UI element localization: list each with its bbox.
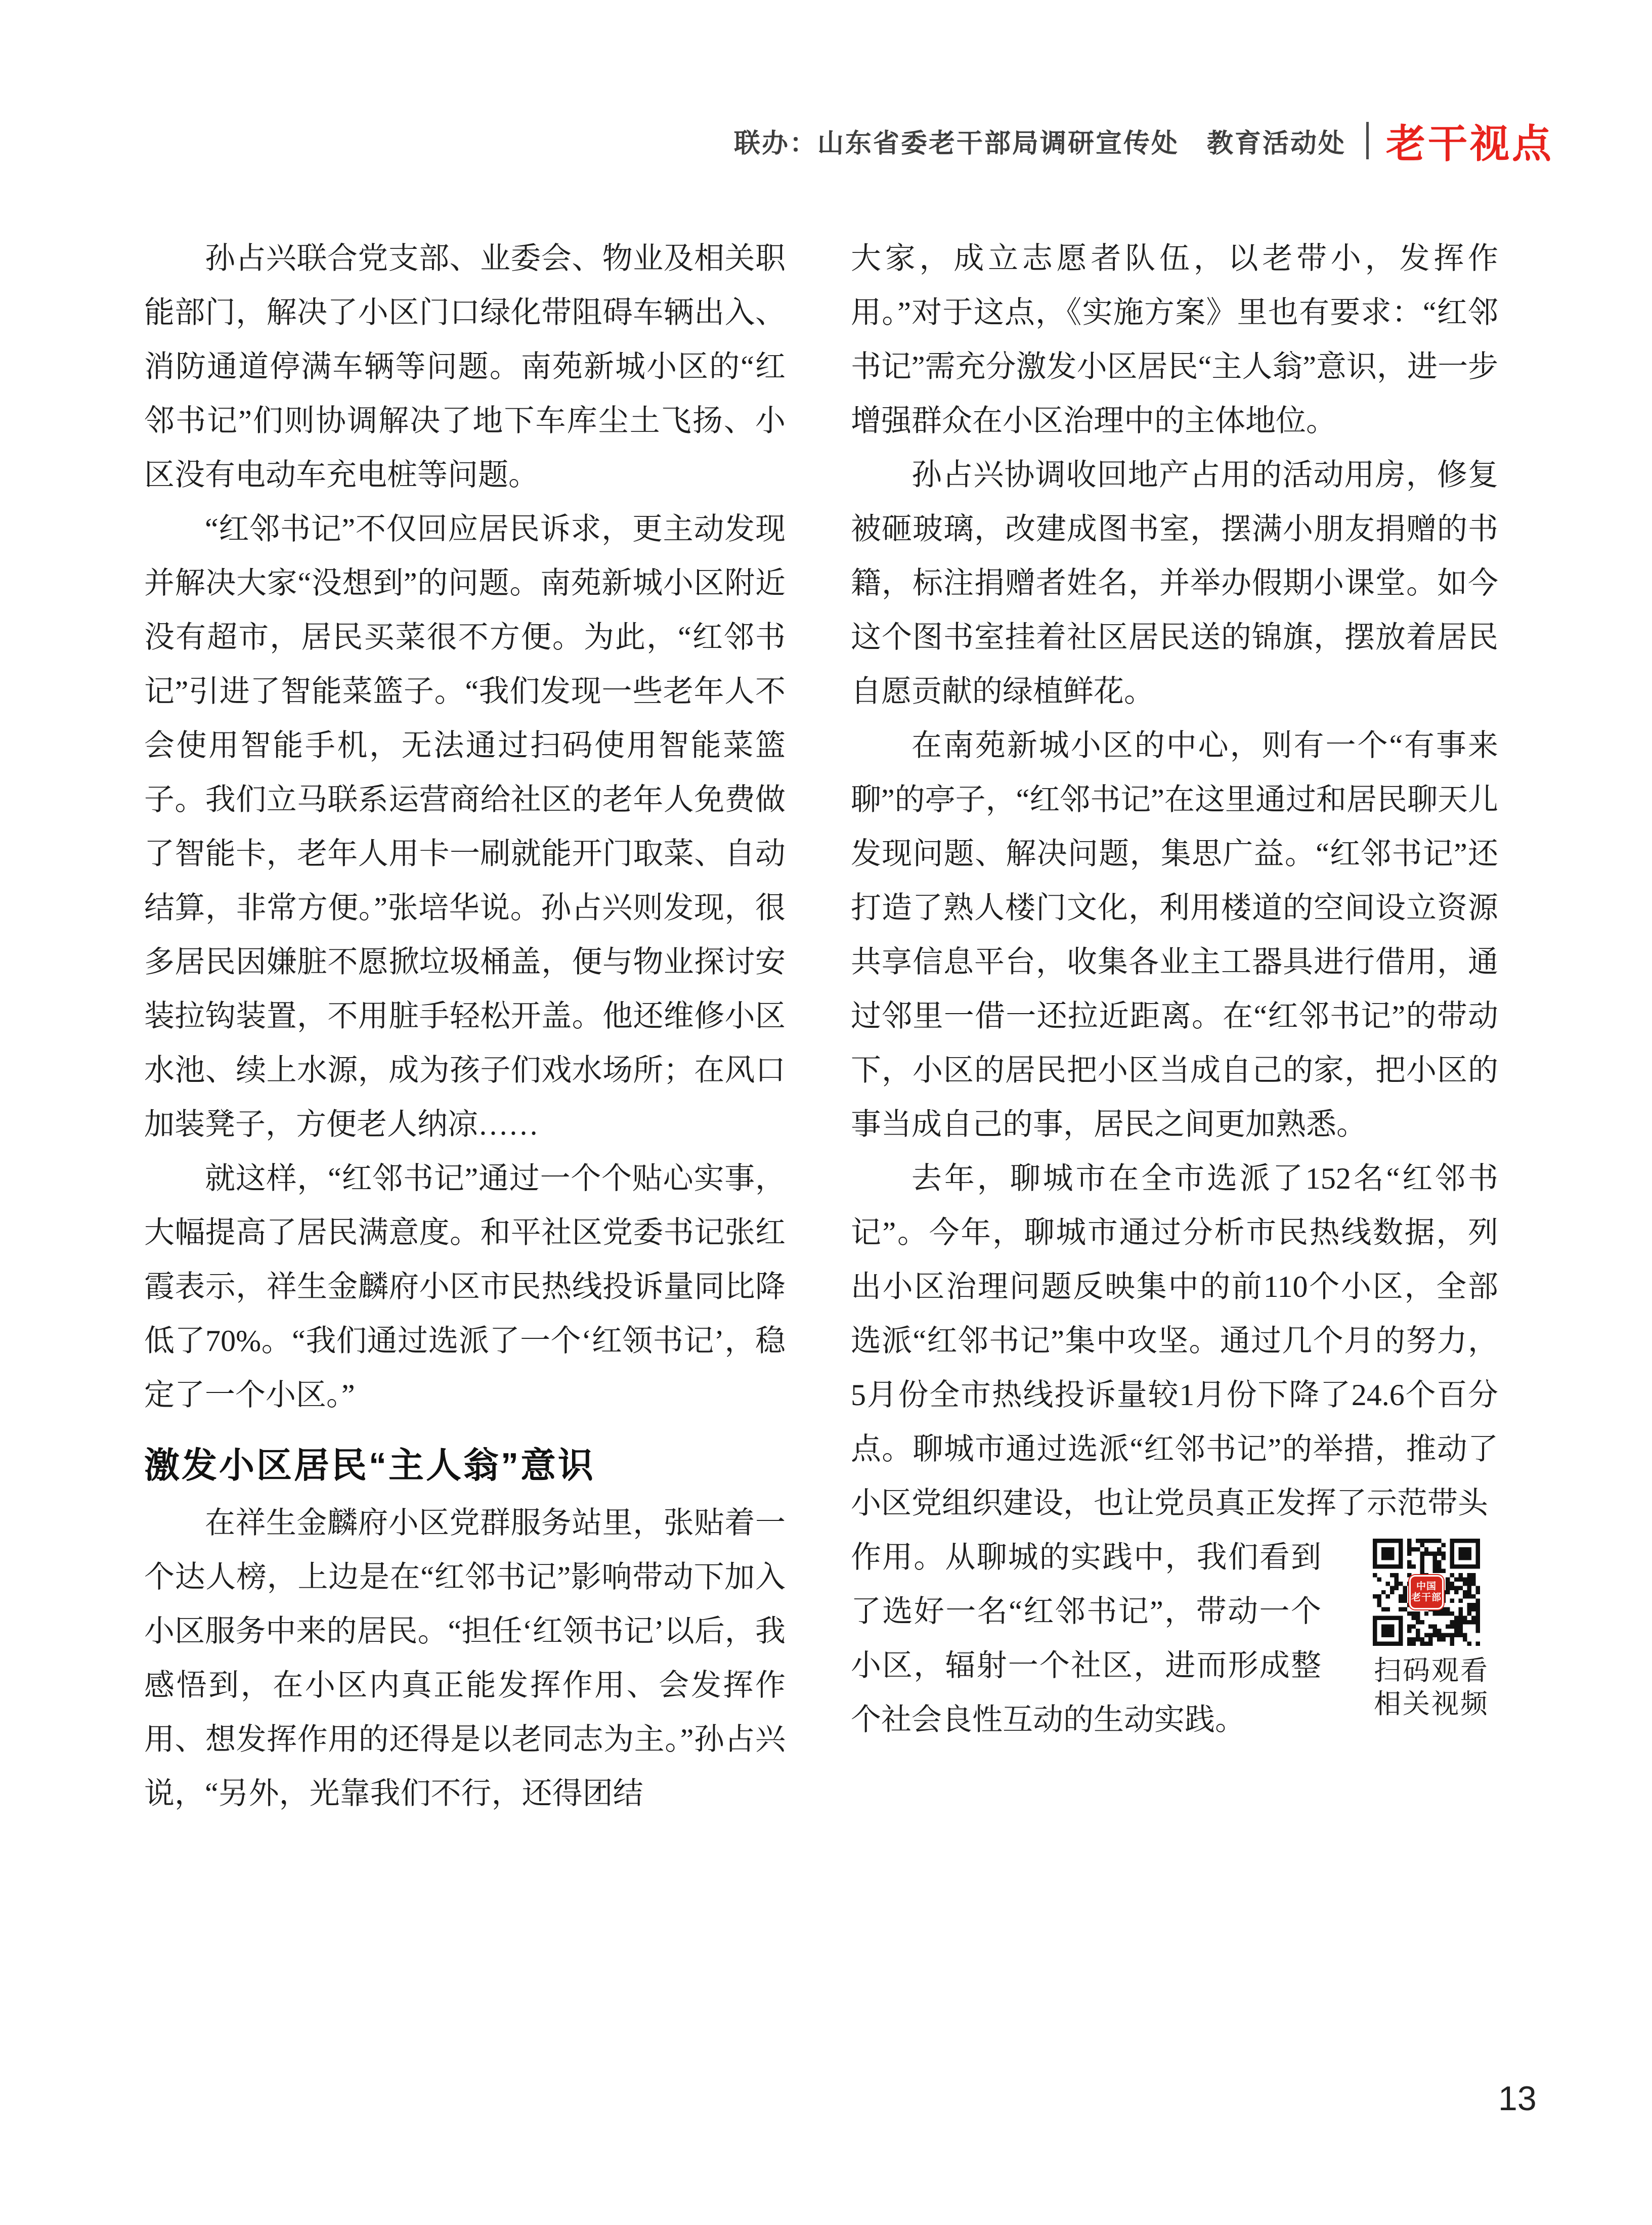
qr-caption [1336, 1654, 1498, 1721]
qr-logo-line1: 中国 [1416, 1581, 1437, 1592]
qr-code [1373, 1539, 1480, 1646]
section-heading: 激发小区居民“主人翁”意识 [144, 1446, 595, 1485]
qr-center-logo [1409, 1575, 1444, 1609]
qr-caption-line1: 扫码观看 [1374, 1655, 1489, 1686]
qr-logo-line2: 老干部 [1411, 1592, 1442, 1603]
header-divider [1366, 122, 1369, 159]
right-column [851, 232, 1498, 1747]
qr-panel [1336, 1539, 1498, 1721]
paragraph: 孙占兴联合党支部、业委会、物业及相关职能部门，解决了小区门口绿化带阻碍车辆出入、消防通道停满车辆等问题。南苑新城小区的“红邻书记”们则协调解决了地下车库尘土飞扬、小区没有电动车充电桩等问题。 [144, 242, 786, 492]
paragraph: 在南苑新城小区的中心，则有一个“有事来聊”的亭子，“红邻书记”在这里通过和居民聊天儿发现问题、解决问题，集思广益。“红邻书记”还打造了熟人楼门文化，利用楼道的空间设立资源共享信息平台，收集各业主工器具进行借用，通过邻里一借一还拉近距离。在“红邻书记”的带动下，小区的居民把小区当成自己的家，把小区的事当成自己的事，居民之间更加熟悉。 [851, 729, 1498, 1141]
page-number: 13 [1498, 2079, 1537, 2118]
paragraph: “红邻书记”不仅回应居民诉求，更主动发现并解决大家“没想到”的问题。南苑新城小区附近没有超市，居民买菜很不方便。为此，“红邻书记”引进了智能菜篮子。“我们发现一些老年人不会使用智能手机，无法通过扫码使用智能菜篮子。我们立马联系运营商给社区的老年人免费做了智能卡，老年人用卡一刷就能开门取菜、自动结算，非常方便。”张培华说。孙占兴则发现，很多居民因嫌脏不愿掀垃圾桶盖，便与物业探讨安装拉钩装置，不用脏手轻松开盖。他还维修小区水池、续上水源，成为孩子们戏水场所；在风口加装凳子，方便老人纳凉…… [144, 512, 786, 1141]
paragraph: 在祥生金麟府小区党群服务站里，张贴着一个达人榜，上边是在“红邻书记”影响带动下加入小区服务中来的居民。“担任‘红领书记’以后，我感悟到，在小区内真正能发挥作用、会发挥作用、想发挥作用的还得是以老同志为主。”孙占兴说，“另外，光靠我们不行，还得团结 [144, 1506, 786, 1810]
paragraph: 孙占兴协调收回地产占用的活动用房，修复被砸玻璃，改建成图书室，摆满小朋友捐赠的书籍，标注捐赠者姓名，并举办假期小课堂。如今这个图书室挂着社区居民送的锦旗，摆放着居民自愿贡献的绿植鲜花。 [851, 458, 1498, 708]
paragraph: 去年，聊城市在全市选派了152名“红邻书记”。今年，聊城市通过分析市民热线数据，列出小区治理问题反映集中的前110个小区，全部选派“红邻书记”集中攻坚。通过几个月的努力，5月份全市热线投诉量较1月份下降了24.6个百分点。聊城市通过选派“红邻书记”的举措，推动了小区党组织建设，也让党员真正发挥了示范带头 [851, 1162, 1498, 1520]
page-header [734, 112, 1554, 169]
co-organizer-text: 联办：山东省委老干部局调研宣传处 教育活动处 [733, 128, 1346, 158]
paragraph: 作用。从聊城的实践中，我们看到了选好一名“红邻书记”，带动一个小区，辐射一个社区，进而形成整个社会良性互动的生动实践。 [851, 1541, 1321, 1736]
paragraph: 大家，成立志愿者队伍，以老带小，发挥作用。”对于这点，《实施方案》里也有要求：“红邻书记”需充分激发小区居民“主人翁”意识，进一步增强群众在小区治理中的主体地位。 [851, 242, 1498, 438]
paragraph: 就这样，“红邻书记”通过一个个贴心实事，大幅提高了居民满意度。和平社区党委书记张红霞表示，祥生金麟府小区市民热线投诉量同比降低了70%。“我们通过选派了一个‘红领书记’，稳定了一个小区。” [144, 1162, 786, 1412]
left-column [144, 232, 786, 1821]
section-title: 老干视点 [1385, 121, 1554, 166]
qr-caption-line2: 相关视频 [1374, 1689, 1489, 1719]
